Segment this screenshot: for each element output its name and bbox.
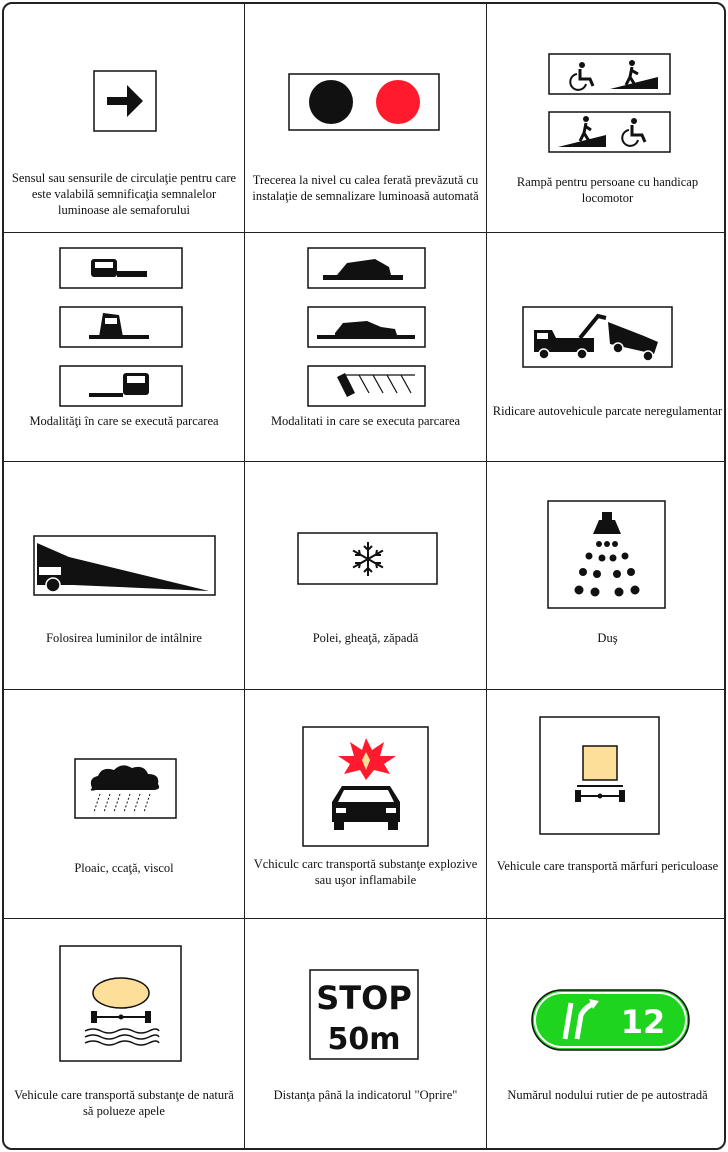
caption-parking-modes-2: Modalitati in care se executa parcarea [270, 413, 461, 428]
caption-water-pollutant: Vehicule care transportă substanţe de natură să polueze apele [14, 1088, 234, 1119]
caption-wheelchair-ramp: Rampă pentru persoane cu handicap locomotor [516, 175, 699, 205]
parking-modes-icon [307, 247, 427, 407]
cell-low-beam [4, 462, 245, 691]
junction-number: 12 [620, 1003, 666, 1042]
caption-dangerous-goods: Vehicule care transportă mărfuri periculoase [496, 859, 719, 874]
stop-distance-icon [309, 969, 421, 1061]
cell-motorway-junction [487, 919, 726, 1148]
explosive-vehicle-icon [302, 726, 430, 848]
cell-direction-arrow [4, 4, 245, 233]
cell-rain-fog [4, 690, 245, 919]
dangerous-goods-truck-icon [539, 716, 661, 836]
cell-explosive-vehicle [245, 690, 487, 919]
cell-wheelchair-ramp [487, 4, 726, 233]
motorway-junction-icon [531, 989, 691, 1053]
cell-stop-distance [245, 919, 487, 1148]
arrow-right-icon [93, 70, 157, 132]
cell-water-pollutant [4, 919, 245, 1148]
water-pollutant-truck-icon [59, 945, 183, 1063]
cell-level-crossing-lights [245, 4, 487, 233]
caption-explosive-vehicle: Vchiculc carc transportă substanţe explozive sau uşor inflamabile [253, 857, 478, 888]
caption-low-beam: Folosirea luminilor de intâlnire [46, 630, 202, 645]
low-beam-lights-icon [33, 535, 217, 597]
stop-sign-line1: STOP [316, 979, 412, 1018]
caption-direction-arrow: Sensul sau sensurile de circulaţie pentru care este valabilă semnificaţia semnalelor luminoase ale semaforului [11, 171, 237, 217]
parking-curb-icon [59, 247, 185, 407]
caption-shower: Duş [597, 630, 618, 645]
cell-parking-modes-2 [245, 233, 487, 462]
rain-cloud-icon [74, 758, 178, 820]
traffic-lights-icon [288, 73, 440, 131]
cell-parking-modes-1 [4, 233, 245, 462]
caption-level-crossing-lights: Trecerea la nivel cu calea ferată prevăzută cu instalaţie de semnalizare luminoasă automată [252, 173, 479, 203]
sign-grid [2, 2, 726, 1150]
caption-stop-distance: Distanţa până la indicatorul "Oprire" [273, 1088, 458, 1103]
caption-parking-modes-1: Modalităţi în care se execută parcarea [29, 413, 219, 428]
caption-ice-snow: Polei, gheaţă, zăpadă [312, 630, 419, 645]
stop-sign-line2: 50m [327, 1022, 401, 1058]
cell-ice-snow [245, 462, 487, 691]
cell-dangerous-goods [487, 690, 726, 919]
caption-rain-fog: Ploaic, ccaţă, viscol [74, 861, 174, 876]
cell-tow-truck [487, 233, 726, 462]
caption-motorway-junction: Numărul nodului rutier de pe autostradă [507, 1088, 708, 1103]
cell-shower [487, 462, 726, 691]
caption-tow-truck: Ridicare autovehicule parcate neregulamentar [492, 403, 723, 418]
snowflake-icon [297, 532, 439, 586]
wheelchair-ramp-icon [548, 53, 672, 155]
shower-icon [547, 500, 667, 610]
tow-truck-icon [522, 306, 674, 370]
